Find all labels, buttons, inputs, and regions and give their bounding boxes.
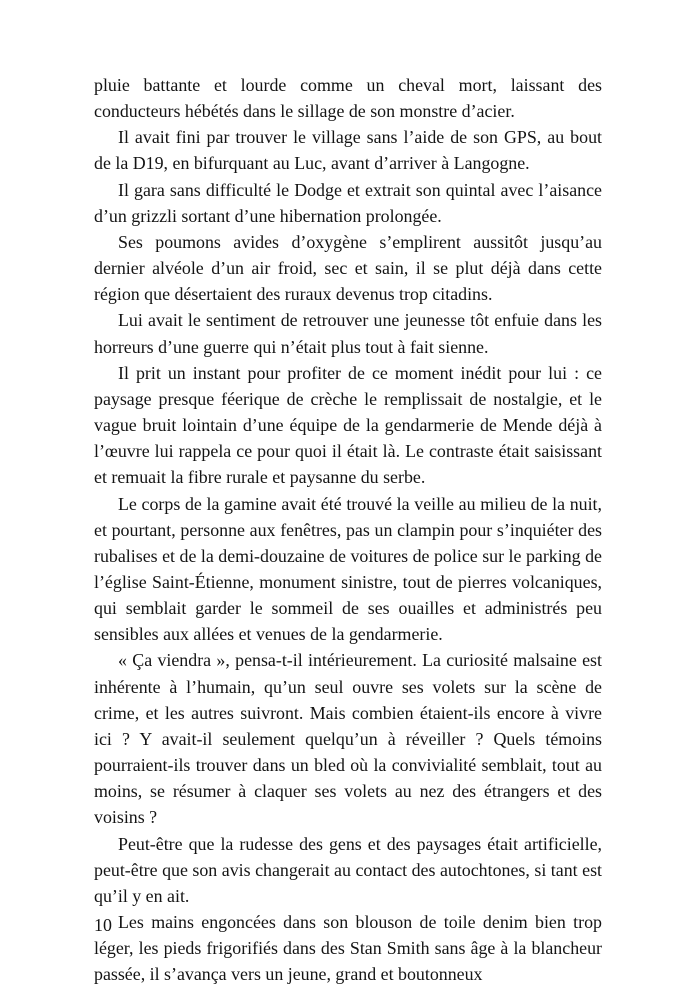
paragraph: Les mains engoncées dans son blouson de toile denim bien trop léger, les pieds frigorifiés dans des Stan Smith sans âge à la blancheur passée, il s’avança vers un jeune, grand et boutonneux bbox=[94, 912, 602, 985]
paragraph: « Ça viendra », pensa-t-il intérieurement. La curiosité malsaine est inhérente à l’humain, qu’un seul ouvre ses volets sur la scène de crime, et les autres suivront. Mais combien étaient-ils encore à vivre ici ? Y avait-il seulement quelqu’un à réveiller ? Quels témoins pourraient-ils trouver dans un bled où la convivialité semblait, tout au moins, se résumer à claquer ses volets au nez des étrangers et des voisins ? bbox=[94, 650, 602, 828]
page-body bbox=[94, 72, 602, 987]
paragraph: Le corps de la gamine avait été trouvé la veille au milieu de la nuit, et pourtant, personne aux fenêtres, pas un clampin pour s’inquiéter des rubalises et de la demi-douzaine de voitures de police sur le parking de l’église Saint-Étienne, monument sinistre, tout de pierres volcaniques, qui semblait garder le sommeil de ses ouailles et administrés peu sensibles aux allées et venues de la gendarmerie. bbox=[94, 493, 602, 645]
paragraph: Il gara sans difficulté le Dodge et extrait son quintal avec l’aisance d’un grizzli sortant d’une hibernation prolongée. bbox=[94, 179, 602, 226]
paragraph: Il prit un instant pour profiter de ce moment inédit pour lui : ce paysage presque féerique de crèche le remplissait de nostalgie, et le vague bruit lointain d’une équipe de la gendarmerie de Mende déjà à l’œuvre lui rappela ce pour quoi il était là. Le contraste était saisissant et remuait la fibre rurale et paysanne du serbe. bbox=[94, 362, 602, 488]
paragraph: Ses poumons avides d’oxygène s’emplirent aussitôt jusqu’au dernier alvéole d’un air froid, sec et sain, il se plut déjà dans cette région que désertaient des ruraux devenus trop citadins. bbox=[94, 231, 602, 305]
paragraph: Il avait fini par trouver le village sans l’aide de son GPS, au bout de la D19, en bifurquant au Luc, avant d’arriver à Langogne. bbox=[94, 127, 602, 174]
paragraph: Peut-être que la rudesse des gens et des paysages était artificielle, peut-être que son avis changerait au contact des autochtones, si tant est qu’il y en ait. bbox=[94, 833, 602, 906]
paragraph: Lui avait le sentiment de retrouver une jeunesse tôt enfuie dans les horreurs d’une guerre qui n’était plus tout à fait sienne. bbox=[94, 310, 602, 357]
paragraph-continued: pluie battante et lourde comme un cheval mort, laissant des conducteurs hébétés dans le sillage de son monstre d’acier. bbox=[94, 75, 602, 122]
page-number: 10 bbox=[94, 915, 112, 935]
